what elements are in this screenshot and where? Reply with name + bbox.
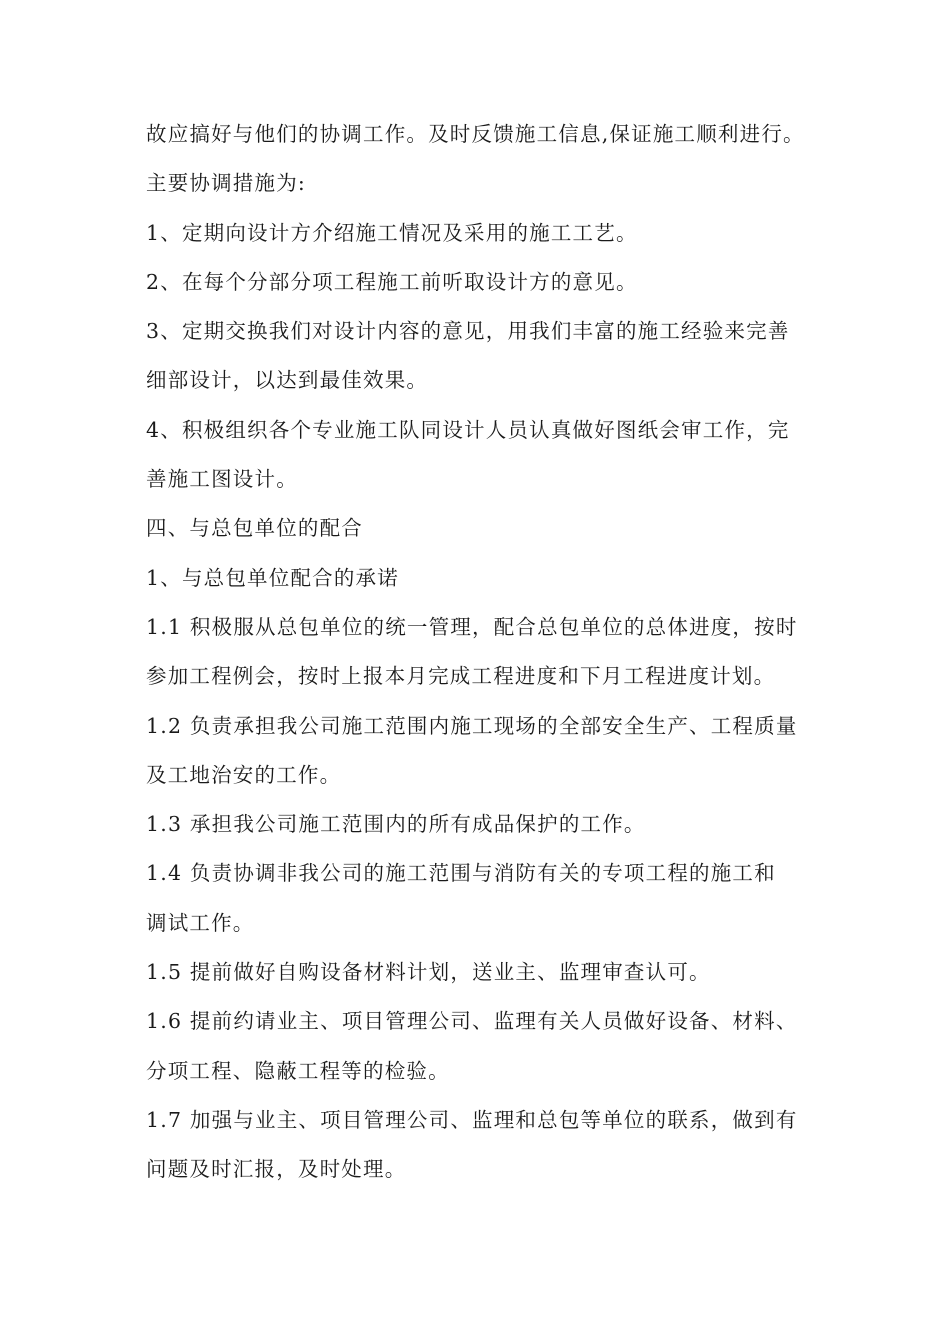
paragraph-line: 主要协调措施为: [146, 171, 307, 196]
list-item-continuation: 调试工作。 [146, 910, 255, 935]
list-item: 4、积极组织各个专业施工队同设计人员认真做好图纸会审工作，完 [146, 417, 790, 442]
list-item: 1.5 提前做好自购设备材料计划，送业主、监理审查认可。 [146, 960, 711, 985]
list-item: 1.2 负责承担我公司施工范围内施工现场的全部安全生产、工程质量 [146, 713, 798, 738]
list-item: 1.4 负责协调非我公司的施工范围与消防有关的专项工程的施工和 [146, 861, 776, 886]
list-item: 1.7 加强与业主、项目管理公司、监理和总包等单位的联系，做到有 [146, 1107, 798, 1132]
list-item: 1.6 提前约请业主、项目管理公司、监理有关人员做好设备、材料、 [146, 1009, 798, 1034]
subsection-heading: 1、与总包单位配合的承诺 [146, 565, 399, 590]
list-item: 3、定期交换我们对设计内容的意见，用我们丰富的施工经验来完善 [146, 319, 790, 344]
list-item: 1、定期向设计方介绍施工情况及采用的施工工艺。 [146, 220, 638, 245]
section-heading: 四、与总包单位的配合 [146, 516, 363, 541]
list-item-continuation: 善施工图设计。 [146, 467, 298, 492]
list-item: 1.1 积极服从总包单位的统一管理，配合总包单位的总体进度，按时 [146, 614, 798, 639]
document-body [146, 110, 818, 1195]
paragraph-line: 故应搞好与他们的协调工作。及时反馈施工信息,保证施工顺利进行。 [146, 122, 805, 146]
list-item: 1.3 承担我公司施工范围内的所有成品保护的工作。 [146, 812, 646, 837]
list-item-continuation: 细部设计，以达到最佳效果。 [146, 368, 429, 393]
list-item-continuation: 问题及时汇报，及时处理。 [146, 1157, 407, 1182]
list-item-continuation: 参加工程例会，按时上报本月完成工程进度和下月工程进度计划。 [146, 664, 776, 689]
list-item-continuation: 分项工程、隐蔽工程等的检验。 [146, 1058, 450, 1083]
list-item-continuation: 及工地治安的工作。 [146, 762, 342, 787]
list-item: 2、在每个分部分项工程施工前听取设计方的意见。 [146, 269, 638, 294]
